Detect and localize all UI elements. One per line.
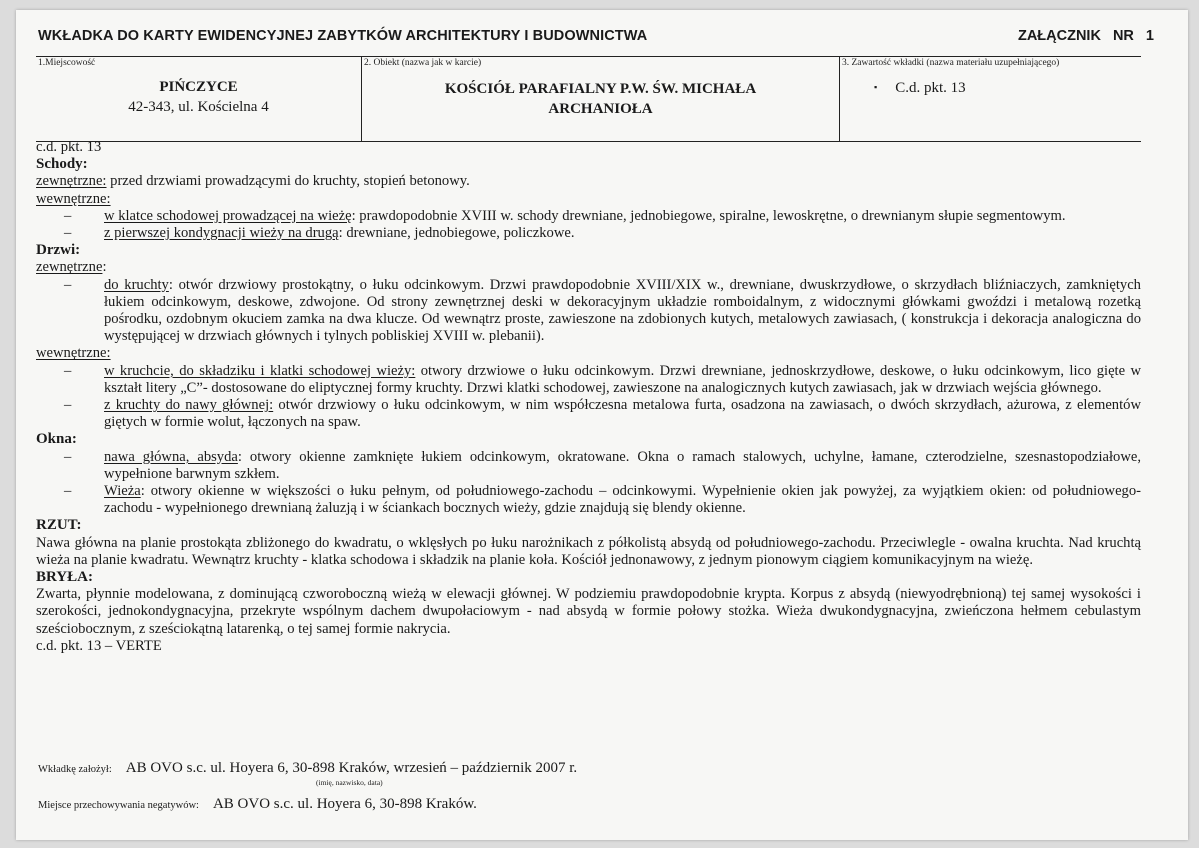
- list-item: – Wieża: otwory okienne w większości o łuku pełnym, od południowego-zachodu – odcinkowymi. Wypełnienie okien jak powyżej, za wyjątkiem okien: od południowego-zachodu - wypełnionego drewnianą żaluzją i w ściankach bocznych wieży, gdzie znajdują się blendy okienne.: [64, 483, 1141, 517]
- windows-heading: Okna:: [36, 431, 77, 448]
- doors-external: zewnętrzne:: [36, 259, 107, 276]
- author-note: (imię, nazwisko, data): [316, 778, 383, 787]
- doors-external-label: zewnętrzne: [36, 259, 103, 276]
- storage-line: [38, 796, 477, 813]
- contents-label: 3. Zawartość wkładki (nazwa materiału uzupełniającego): [842, 58, 1060, 68]
- mass-heading: BRYŁA:: [36, 569, 93, 586]
- object-cell: [361, 57, 839, 141]
- stairs-external-text: przed drzwiami prowadzącymi do kruchty, stopień betonowy.: [106, 173, 470, 190]
- item-label: w klatce schodowej prowadzącej na wieżę: [104, 207, 352, 224]
- storage-label: Miejsce przechowywania negatywów:: [38, 800, 199, 811]
- stairs-external-label: zewnętrzne:: [36, 173, 107, 190]
- contents-value: [874, 80, 966, 97]
- locality-address: 42-343, ul. Kościelna 4: [128, 99, 269, 115]
- author-label: Wkładkę założył:: [38, 764, 112, 775]
- doors-heading: Drzwi:: [36, 242, 81, 259]
- item-text: : otwory okienne zamknięte łukiem odcinkowym, okratowane. Okna o ramach stalowych, uchylne, łamane, czterodzielne, szesnastopodziałowe, wypełnione barwnym szkłem.: [104, 448, 1141, 482]
- author-line: [38, 760, 577, 777]
- storage-value: AB OVO s.c. ul. Hoyera 6, 30-898 Kraków.: [212, 796, 477, 812]
- item-label: z pierwszej kondygnacji wieży na drugą: [104, 225, 339, 242]
- list-item: – z pierwszej kondygnacji wieży na drugą: drewniane, jednobiegowe, policzkowe.: [64, 225, 575, 242]
- plan-text: Nawa główna na planie prostokąta zbliżonego do kwadratu, o wklęsłych po łuku narożnikach z półkolistą absydą od południowego-zachodu. Przeciwlegle - owalna kruchta. Nad kruchtą wieża na planie kwadratu. Wewnątrz kruchty - klatka schodowa i składzik na planie koła. Kościół jednonawowy, z jednym pionowym ciągiem komunikacyjnym na wieżę.: [36, 534, 1141, 568]
- list-item: – nawa główna, absyda: otwory okienne zamknięte łukiem odcinkowym, okratowane. Okna o ramach stalowych, uchylne, łamane, czterodzielne, szesnastopodziałowe, wypełnione barwnym szkłem.: [64, 448, 1141, 482]
- stairs-external: [36, 173, 1141, 190]
- object-name: KOŚCIÓŁ PARAFIALNY P.W. ŚW. MICHAŁA ARCHANIOŁA: [444, 81, 757, 117]
- item-text: : otwór drzwiowy prostokątny, o łuku odcinkowym. Drzwi prawdopodobnie XVIII/XIX w., drewniane, dwuskrzydłowe, o skrzydłach bliźniaczych, zamkniętych łukiem odcinkowym, deskowe, zdwojone. Od strony zewnętrznej deski w dekoracyjnym układzie romboidalnym, z widocznymi główkami gwoździ i metalową rozetką pośrodku, ozdobnym okuciem zamka na dwa klucze. Od wewnątrz proste, zawieszone na zdobionych kutych, metalowych zawiasach, ( konstrukcja i dekoracja analogiczna do występującej w drzwiach głównych i tylnych pobliskiej XVIII w. plebanii).: [104, 276, 1141, 345]
- item-label: z kruchty do nawy głównej:: [104, 397, 274, 414]
- document-body: [36, 139, 1141, 655]
- item-label: Wieża: [104, 483, 141, 500]
- item-label: do kruchty: [104, 276, 169, 293]
- item-label: w kruchcie, do składziku i klatki schodowej wieży:: [104, 362, 416, 379]
- mass-text: Zwarta, płynnie modelowana, z dominującą czworoboczną wieżą w elewacji głównej. W podziemiu prawdopodobnie krypta. Korpus z absydą (niewyodrębnioną) tej samej wysokości i szerokości, jednokondygnacyjna, przekryte wspólnym dachem dwupołaciowym - nad absydą w formie połowy stożka. Wieża dwukondygnacyjna, zwieńczona hełmem cebulastym sześciobocznym, z sześciokątną latarenką, o tej samej formie nakrycia.: [36, 586, 1141, 637]
- item-text: : prawdopodobnie XVIII w. schody drewniane, jednobiegowe, spiralne, lewoskrętne, o drewnianym słupie segmentowym.: [351, 207, 1066, 224]
- item-label: nawa główna, absyda: [104, 448, 238, 465]
- locality-label: 1.Miejscowość: [38, 58, 96, 68]
- object-label: 2. Obiekt (nazwa jak w karcie): [364, 58, 482, 68]
- document-title: WKŁADKA DO KARTY EWIDENCYJNEJ ZABYTKÓW ARCHITEKTURY I BUDOWNICTWA: [38, 28, 648, 44]
- list-item: – w kruchcie, do składziku i klatki schodowej wieży: otwory drzwiowe o łuku odcinkowym. Drzwi drewniane, jednoskrzydłowe, deskowe, o łuku odcinkowym, lico gięte w kształt litery „C”- dostosowane do eliptycznej formy kruchty. Drzwi klatki schodowej, zawieszone na analogicznych kutych zawiasach, jak w drzwiach wejścia głównego.: [64, 362, 1142, 396]
- bullet-icon: ▪: [874, 82, 878, 92]
- document-page: [16, 10, 1188, 840]
- list-item: – do kruchty: otwór drzwiowy prostokątny, o łuku odcinkowym. Drzwi prawdopodobnie XVIII/XIX w., drewniane, dwuskrzydłowe, o skrzydłach bliźniaczych, zamkniętych łukiem odcinkowym, deskowe, zdwojone. Od strony zewnętrznej deski w dekoracyjnym układzie romboidalnym, z widocznymi główkami gwoździ i metalową rozetką pośrodku, ozdobnym okuciem zamka na dwa klucze. Od wewnątrz proste, zawieszone na zdobionych kutych, metalowych zawiasach, ( konstrukcja i dekoracja analogiczna do występującej w drzwiach głównych i tylnych pobliskiej XVIII w. plebanii).: [64, 276, 1141, 345]
- continuation-note: c.d. pkt. 13: [36, 139, 102, 155]
- item-text: otwory drzwiowe o łuku odcinkowym. Drzwi drewniane, jednoskrzydłowe, deskowe, o łuku odcinkowym, lico gięte w kształt litery „C”- dostosowane do eliptycznej formy kruchty. Drzwi klatki schodowej, zawieszone na analogicznych kutych zawiasach, jak w drzwiach wejścia głównego.: [104, 362, 1142, 396]
- plan-heading: RZUT:: [36, 517, 82, 534]
- verte-note: c.d. pkt. 13 – VERTE: [36, 637, 162, 654]
- locality-cell: [36, 57, 361, 141]
- contents-cell: [839, 57, 1141, 141]
- item-text: : drewniane, jednobiegowe, policzkowe.: [338, 225, 575, 242]
- stairs-internal-label: wewnętrzne:: [36, 190, 111, 207]
- list-item: – w klatce schodowej prowadzącej na wieżę: prawdopodobnie XVIII w. schody drewniane, jednobiegowe, spiralne, lewoskrętne, o drewnianym słupie segmentowym.: [64, 207, 1066, 224]
- doors-internal-label: wewnętrzne:: [36, 345, 111, 362]
- locality-name: PIŃCZYCE: [159, 79, 238, 95]
- stairs-heading: Schody:: [36, 156, 88, 173]
- info-table: [36, 56, 1141, 142]
- annex-number: ZAŁĄCZNIK NR 1: [1017, 28, 1154, 44]
- list-item: – z kruchty do nawy głównej: otwór drzwiowy o łuku odcinkowym, w nim współczesna metalowa furta, osadzona na zawiasach, o dwóch skrzydłach, ażurowa, z elementów giętych w formie wolut, łączonych na spaw.: [64, 397, 1141, 431]
- author-value: AB OVO s.c. ul. Hoyera 6, 30-898 Kraków, wrzesień – październik 2007 r.: [125, 760, 578, 776]
- item-text: otwór drzwiowy o łuku odcinkowym, w nim współczesna metalowa furta, osadzona na zawiasach, o dwóch skrzydłach, ażurowa, z elementów giętych w formie wolut, łączonych na spaw.: [104, 397, 1141, 431]
- contents-text: C.d. pkt. 13: [895, 80, 966, 96]
- item-text: : otwory okienne w większości o łuku pełnym, od południowego-zachodu – odcinkowymi. Wypełnienie okien jak powyżej, za wyjątkiem okien: od południowego-zachodu - wypełnionego drewnianą żaluzją i w ściankach bocznych wieży, gdzie znajdują się blendy okienne.: [104, 483, 1141, 517]
